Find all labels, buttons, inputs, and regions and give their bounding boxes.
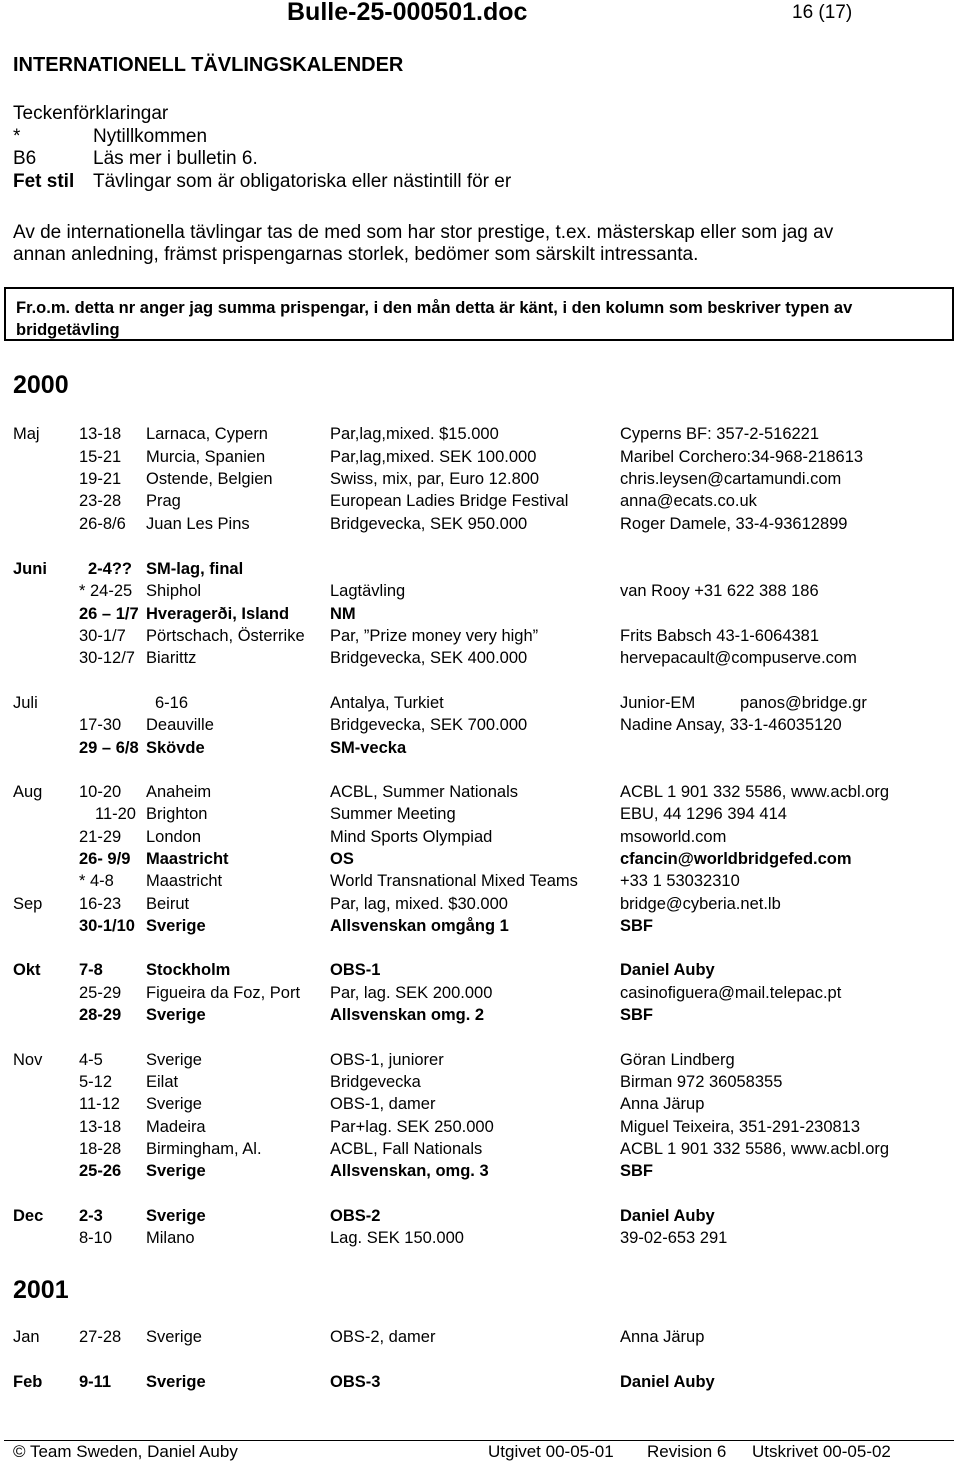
event-date: 30-12/7 [79,649,135,667]
event-description: Par, lag. SEK 200.000 [330,984,493,1002]
event-contact: panos@bridge.gr [740,694,867,712]
event-place: Brighton [146,805,208,823]
event-month: Juni [13,560,47,578]
event-description: Mind Sports Olympiad [330,828,493,846]
event-place: Maastricht [146,872,223,890]
event-date: 25-26 [79,1162,122,1180]
event-description: Par+lag. SEK 250.000 [330,1118,494,1136]
event-description: OBS-1, damer [330,1095,436,1113]
event-place: Antalya, Turkiet [330,694,444,712]
legend-text-bulletin: Läs mer i bulletin 6. [93,148,258,169]
event-row [0,470,960,492]
event-description: Par, lag, mixed. $30.000 [330,895,508,913]
event-description: ACBL, Summer Nationals [330,783,518,801]
event-month: Nov [13,1051,43,1069]
event-description: Bridgevecka, SEK 400.000 [330,649,528,667]
event-row [0,1207,960,1229]
event-contact: van Rooy +31 622 388 186 [620,582,819,600]
event-contact: chris.leysen@cartamundi.com [620,470,842,488]
event-description: NM [330,605,356,623]
event-place: Sverige [146,1373,206,1391]
event-place: Madeira [146,1118,206,1136]
event-month: Maj [13,425,40,443]
legend-symbol-bulletin: B6 [13,148,37,169]
legend-text-bold: Tävlingar som är obligatoriska eller nästintill för er [93,171,512,192]
event-description: Lagtävling [330,582,406,600]
event-contact: Nadine Ansay, 33-1-46035120 [620,716,842,734]
event-date: 29 – 6/8 [79,739,139,757]
event-date: 17-30 [79,716,122,734]
event-row [0,1118,960,1140]
event-row [0,828,960,850]
event-row [0,895,960,917]
event-contact: hervepacault@compuserve.com [620,649,857,667]
footer-copyright: © Team Sweden, Daniel Auby [13,1442,238,1461]
event-description: Par,lag,mixed. $15.000 [330,425,499,443]
event-contact: anna@ecats.co.uk [620,492,757,510]
event-date: 21-29 [79,828,122,846]
event-description: Summer Meeting [330,805,456,823]
event-date: 23-28 [79,492,122,510]
footer-divider [4,1440,954,1441]
event-place: London [146,828,202,846]
event-date: 16-23 [79,895,122,913]
event-row [0,984,960,1006]
event-row [0,1073,960,1095]
event-date: 10-20 [79,783,122,801]
legend-text-new: Nytillkommen [93,126,208,147]
event-date: 26- 9/9 [79,850,131,868]
event-date: 28-29 [79,1006,122,1024]
event-place: Sverige [146,1162,206,1180]
event-place: Sverige [146,1207,206,1225]
event-contact: 39-02-653 291 [620,1229,728,1247]
event-row [0,1328,960,1350]
legend-symbol-bold: Fet stil [13,171,75,192]
event-place: Sverige [146,917,206,935]
event-contact: Frits Babsch 43-1-6064381 [620,627,820,645]
event-row [0,649,960,671]
event-contact: casinofiguera@mail.telepac.pt [620,984,842,1002]
event-contact: Cyperns BF: 357-2-516221 [620,425,820,443]
note-text: Fr.o.m. detta nr anger jag summa prispengar, i den mån detta är känt, i den kolumn som beskriver typen av bridgetävling [16,299,853,339]
event-contact: msoworld.com [620,828,727,846]
event-row [0,448,960,470]
event-description: OBS-2, damer [330,1328,436,1346]
event-description: OBS-3 [330,1373,381,1391]
event-contact: +33 1 53032310 [620,872,740,890]
event-place: Pörtschach, Österrike [146,627,305,645]
footer-published: Utgivet 00-05-01 [488,1442,614,1461]
event-date: 8-10 [79,1229,113,1247]
event-date: 26 – 1/7 [79,605,139,623]
event-row [0,1162,960,1184]
event-place: Figueira da Foz, Port [146,984,301,1002]
event-date: 25-29 [79,984,122,1002]
event-row [0,1373,960,1395]
event-contact: Daniel Auby [620,961,715,979]
event-row [0,805,960,827]
event-description: Allsvenskan omgång 1 [330,917,509,935]
event-contact: EBU, 44 1296 394 414 [620,805,787,823]
event-place: Sverige [146,1328,202,1346]
event-contact: Birman 972 36058355 [620,1073,783,1091]
event-description: Allsvenskan, omg. 3 [330,1162,489,1180]
event-contact: ACBL 1 901 332 5586, www.acbl.org [620,783,890,801]
event-description: World Transnational Mixed Teams [330,872,578,890]
event-contact: cfancin@worldbridgefed.com [620,850,852,868]
event-contact: Maribel Corchero:34-968-218613 [620,448,864,466]
event-description: Swiss, mix, par, Euro 12.800 [330,470,540,488]
event-contact: Daniel Auby [620,1373,715,1391]
event-description: OS [330,850,354,868]
event-row [0,917,960,939]
event-row [0,627,960,649]
event-place: SM-lag, final [146,560,244,578]
event-date: 5-12 [79,1073,113,1091]
event-description: OBS-1 [330,961,381,979]
event-description: Bridgevecka [330,1073,421,1091]
event-date: 7-8 [79,961,103,979]
event-month: Feb [13,1373,43,1391]
intro-line-1: Av de internationella tävlingar tas de med som har stor prestige, t.ex. mästerskap eller som jag av [13,222,834,243]
document-name: Bulle-25-000501.doc [287,0,528,26]
event-row [0,560,960,582]
event-date: 4-5 [79,1051,103,1069]
event-contact: ACBL 1 901 332 5586, www.acbl.org [620,1140,890,1158]
year-heading-2001: 2001 [13,1276,69,1304]
event-row [0,783,960,805]
event-row [0,739,960,761]
event-row [0,582,960,604]
event-place: Anaheim [146,783,212,801]
event-date: 2-3 [79,1207,103,1225]
event-contact: Miguel Teixeira, 351-291-230813 [620,1118,861,1136]
note-box [4,287,954,341]
event-date: 27-28 [79,1328,122,1346]
event-place: Shiphol [146,582,202,600]
event-date: 30-1/7 [79,627,126,645]
event-row [0,716,960,738]
event-place: Skövde [146,739,205,757]
event-place: Prag [146,492,181,510]
event-row [0,515,960,537]
event-description: Lag. SEK 150.000 [330,1229,464,1247]
event-date: 26-8/6 [79,515,126,533]
event-place: Sverige [146,1051,202,1069]
event-date: 30-1/10 [79,917,135,935]
legend-symbol-new: * [13,126,21,147]
event-date: 9-11 [79,1373,112,1391]
event-date: * 24-25 [79,582,133,600]
event-place: Milano [146,1229,195,1247]
year-heading-2000: 2000 [13,371,69,399]
event-contact: Daniel Auby [620,1207,715,1225]
legend-heading: Teckenförklaringar [13,103,169,124]
event-row [0,1140,960,1162]
event-date: 11-20 [95,805,136,823]
event-row [0,872,960,894]
event-place: Juan Les Pins [146,515,250,533]
event-row [0,694,960,716]
event-place: Larnaca, Cypern [146,425,268,443]
page-title: INTERNATIONELL TÄVLINGSKALENDER [13,54,404,76]
event-contact: Roger Damele, 33-4-93612899 [620,515,848,533]
event-row [0,1095,960,1117]
event-place: Maastricht [146,850,229,868]
event-place: Sverige [146,1095,202,1113]
event-date: 6-16 [155,694,189,712]
event-row [0,1051,960,1073]
event-description: Junior-EM [620,694,696,712]
event-description: Par, ”Prize money very high” [330,627,539,645]
event-contact: Anna Järup [620,1095,705,1113]
event-date: 2-4?? [88,560,133,578]
event-place: Eilat [146,1073,179,1091]
event-row [0,1006,960,1028]
event-place: Murcia, Spanien [146,448,266,466]
event-month: Sep [13,895,43,913]
event-place: Hveragerði, Island [146,605,290,623]
event-row [0,492,960,514]
event-row [0,605,960,627]
event-date: 15-21 [79,448,122,466]
event-date: 18-28 [79,1140,122,1158]
event-contact: SBF [620,917,653,935]
event-date: * 4-8 [79,872,114,890]
footer-printed: Utskrivet 00-05-02 [752,1442,891,1461]
event-month: Okt [13,961,41,979]
event-contact: SBF [620,1162,653,1180]
event-description: Bridgevecka, SEK 700.000 [330,716,528,734]
event-place: Ostende, Belgien [146,470,273,488]
event-description: Par,lag,mixed. SEK 100.000 [330,448,537,466]
event-month: Dec [13,1207,44,1225]
event-date: 11-12 [79,1095,120,1113]
event-row [0,961,960,983]
event-date: 19-21 [79,470,122,488]
event-description: SM-vecka [330,739,407,757]
event-contact: Göran Lindberg [620,1051,735,1069]
event-description: Bridgevecka, SEK 950.000 [330,515,528,533]
event-row [0,1229,960,1251]
event-place: Birmingham, Al. [146,1140,262,1158]
event-place: Stockholm [146,961,231,979]
intro-paragraph [13,222,833,266]
event-contact: bridge@cyberia.net.lb [620,895,781,913]
event-description: European Ladies Bridge Festival [330,492,569,510]
event-description: OBS-2 [330,1207,381,1225]
event-row [0,425,960,447]
event-contact: Anna Järup [620,1328,705,1346]
event-place: Beirut [146,895,190,913]
event-contact: SBF [620,1006,653,1024]
event-description: ACBL, Fall Nationals [330,1140,483,1158]
event-row [0,850,960,872]
event-description: Allsvenskan omg. 2 [330,1006,485,1024]
event-description: OBS-1, juniorer [330,1051,444,1069]
event-date: 13-18 [79,1118,122,1136]
event-place: Sverige [146,1006,206,1024]
page-number: 16 (17) [792,2,853,23]
event-month: Aug [13,783,43,801]
event-month: Jan [13,1328,40,1346]
event-place: Deauville [146,716,214,734]
event-date: 13-18 [79,425,122,443]
footer-revision: Revision 6 [647,1442,727,1461]
intro-line-2: annan anledning, främst prispengarnas storlek, bedömer som särskilt intressanta. [13,244,699,265]
event-place: Biarittz [146,649,197,667]
event-month: Juli [13,694,38,712]
